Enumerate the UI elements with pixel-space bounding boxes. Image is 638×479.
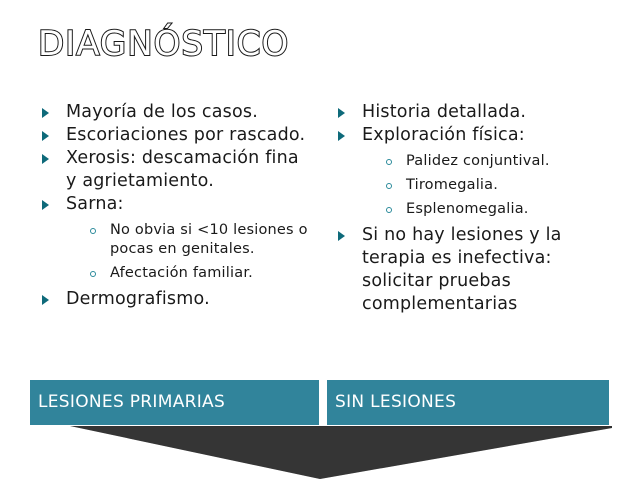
triangle-bullet-icon [42,200,49,210]
right-bullet-text: Si no hay lesiones y la terapia es inefectiva: solicitar pruebas complementarias [362,225,562,314]
left-bullet-item [40,288,310,311]
left-column [40,101,310,311]
right-bullet-text: Exploración física: [362,125,525,145]
right-sub-list [362,152,611,219]
ring-bullet-icon [90,228,96,234]
left-bullet-text: Mayoría de los casos. [66,102,258,122]
left-bullet-list [40,101,310,311]
right-sub-item [362,176,611,195]
left-bullet-item [40,193,310,283]
ring-bullet-icon [386,159,392,165]
left-sub-item [66,264,310,283]
triangle-bullet-icon [42,295,49,305]
left-sub-list [66,221,310,283]
left-bullet-item [40,101,310,124]
left-bullet-text: Escoriaciones por rascado. [66,125,306,145]
left-bullet-item [40,147,310,193]
right-column [336,101,611,316]
triangle-bullet-icon [42,108,49,118]
right-sub-text: Esplenomegalia. [406,201,529,217]
right-sub-text: Palidez conjuntival. [406,153,550,169]
triangle-bullet-icon [338,231,345,241]
decorative-shadow-wedge [0,426,638,479]
left-bullet-item [40,124,310,147]
left-bullet-text: Dermografismo. [66,289,210,309]
ring-bullet-icon [386,183,392,189]
triangle-bullet-icon [42,131,49,141]
right-sub-item [362,200,611,219]
left-bullet-text: Xerosis: descamación fina y agrietamiento. [66,148,299,191]
shadow-wedge-fade [70,426,612,479]
lesiones-primarias-label: LESIONES PRIMARIAS [30,380,319,425]
triangle-bullet-icon [42,154,49,164]
right-bullet-list [336,101,611,316]
right-bullet-item [336,101,611,124]
right-bullet-item [336,124,611,219]
slide-title: DIAGNÓSTICO [38,24,290,64]
triangle-bullet-icon [338,131,345,141]
left-sub-item [66,221,310,259]
sin-lesiones-label: SIN LESIONES [327,380,609,425]
ring-bullet-icon [386,207,392,213]
right-sub-text: Tiromegalia. [406,177,499,193]
ring-bullet-icon [90,271,96,277]
left-bullet-text: Sarna: [66,194,124,214]
right-bullet-text: Historia detallada. [362,102,527,122]
right-sub-item [362,152,611,171]
left-sub-text: Afectación familiar. [110,265,253,281]
right-bullet-item [336,224,611,316]
left-sub-text: No obvia si <10 lesiones o pocas en genitales. [110,222,308,257]
triangle-bullet-icon [338,108,345,118]
